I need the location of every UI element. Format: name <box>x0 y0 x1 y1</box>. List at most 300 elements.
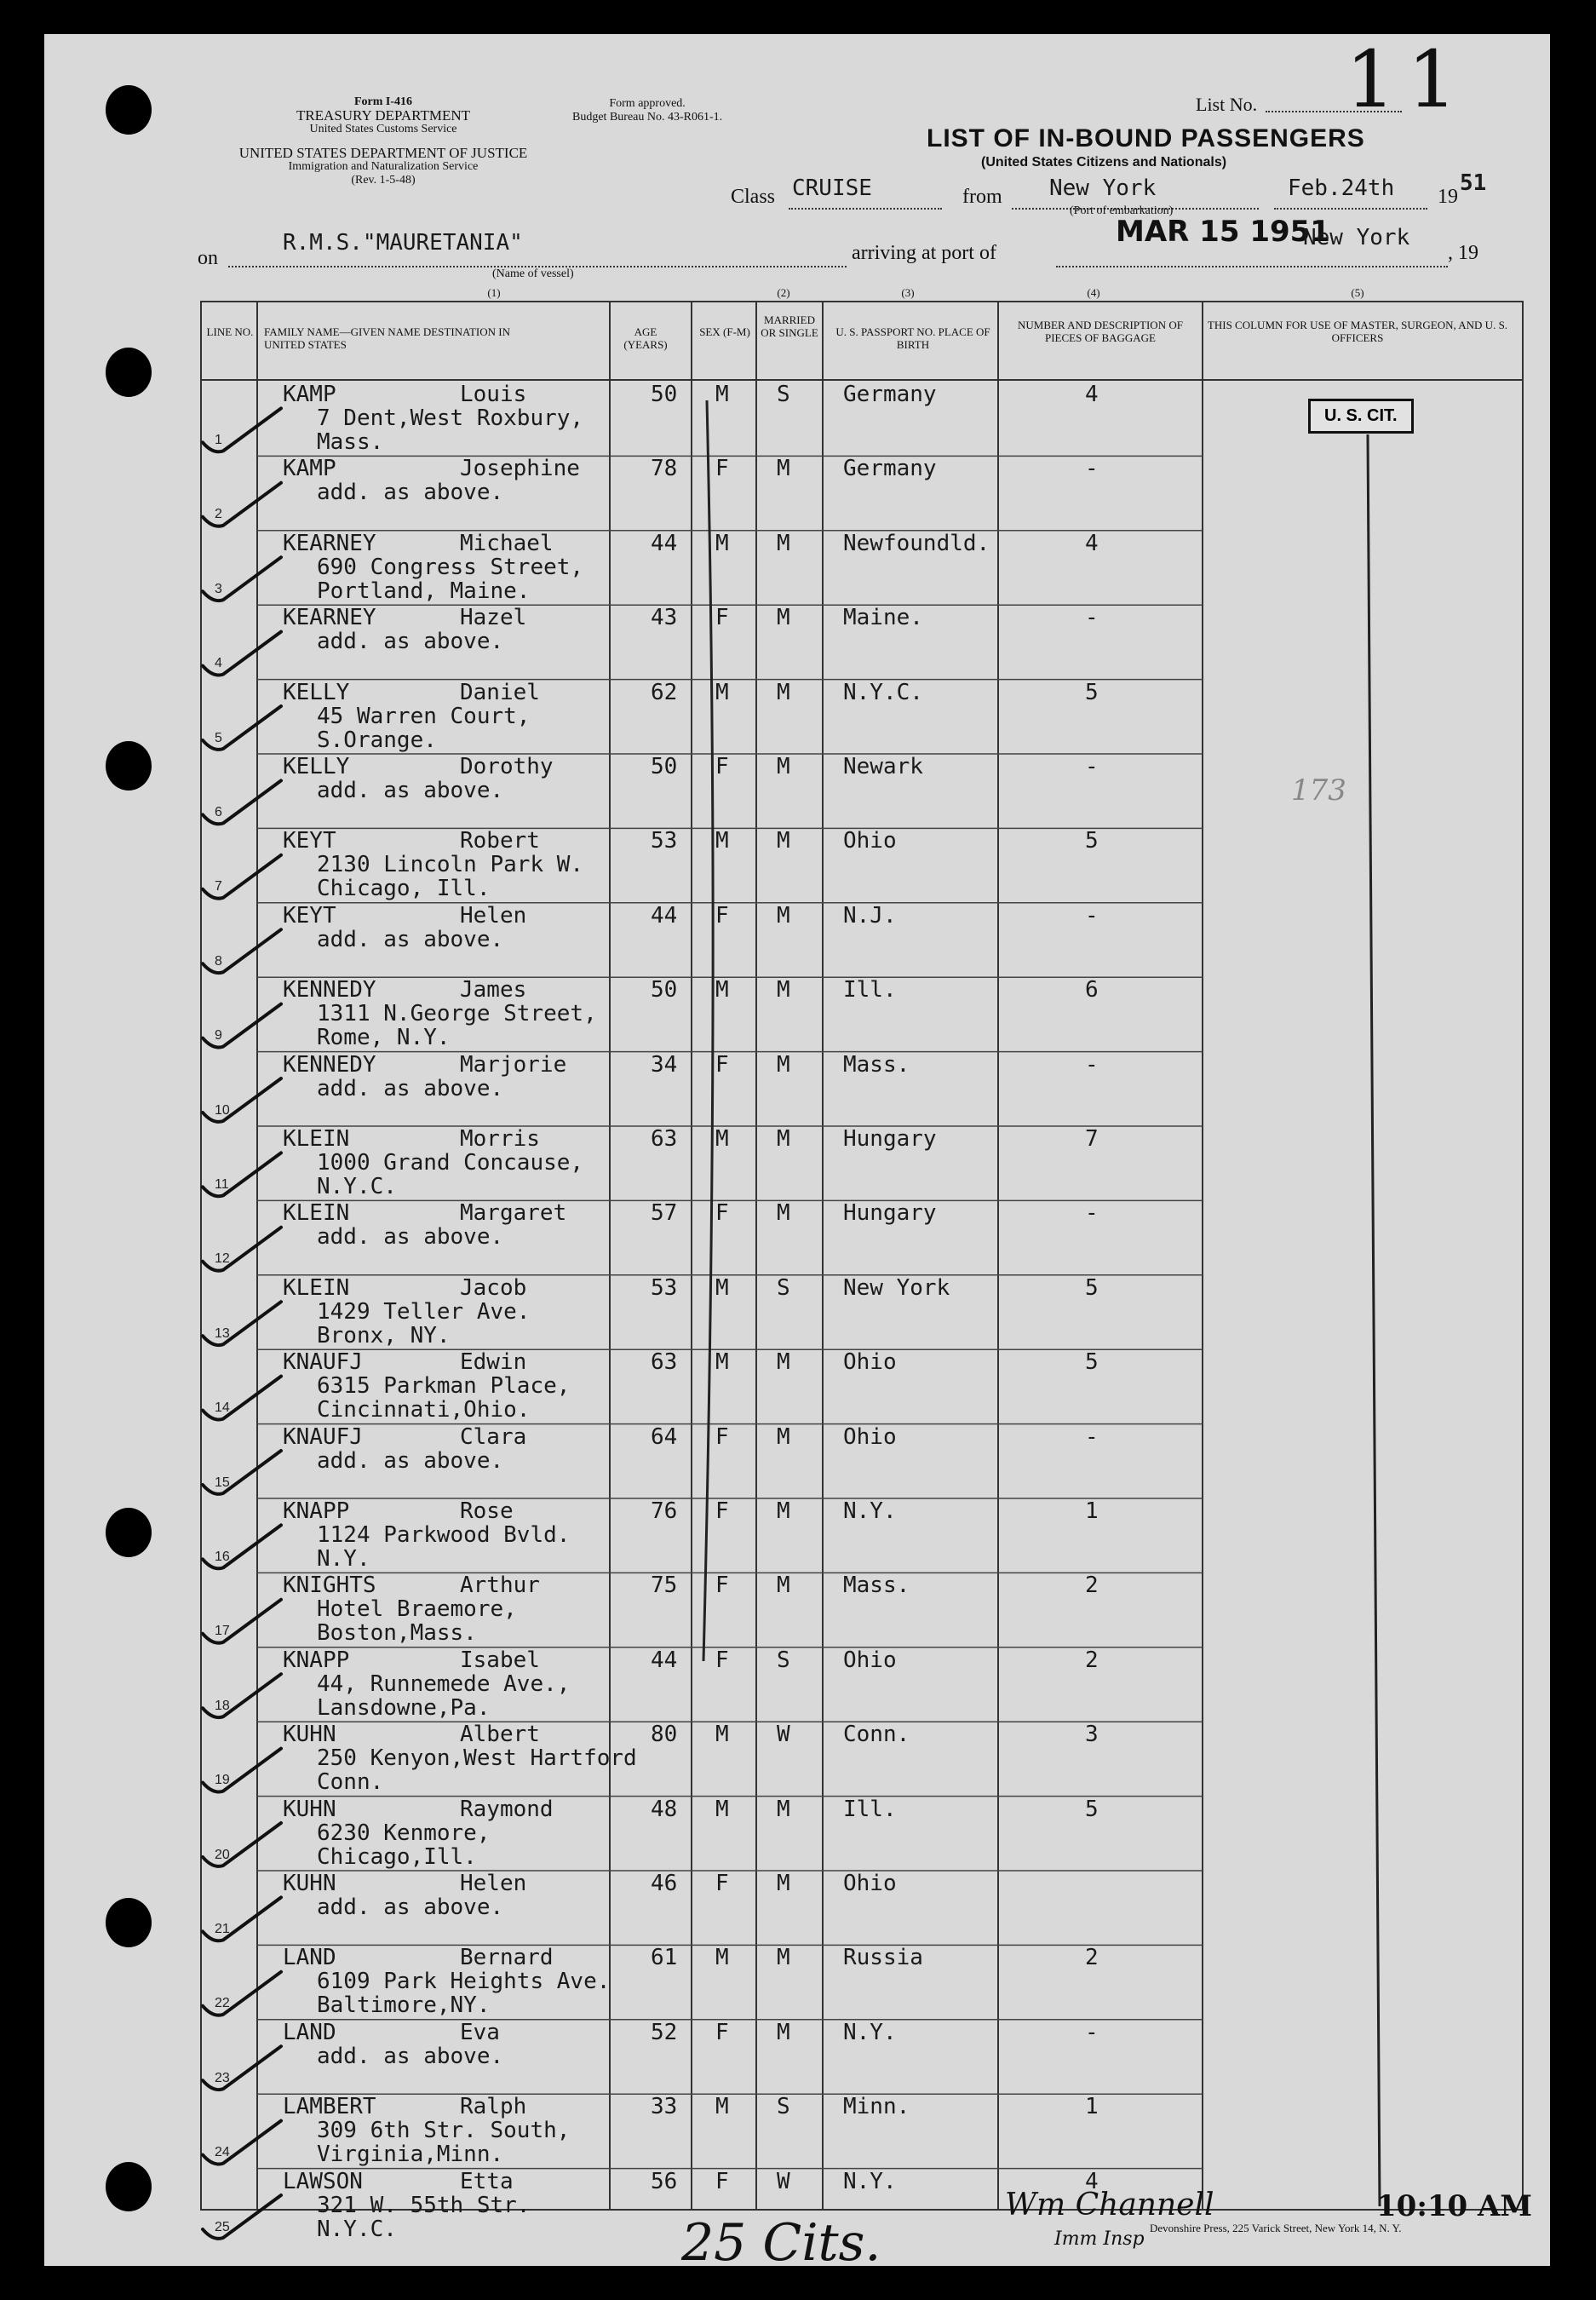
header-officers: THIS COLUMN FOR USE OF MASTER, SURGEON, AND U. S. OFFICERS <box>1207 319 1508 344</box>
address-line-2: Lansdowne,Pa. <box>317 1694 491 1721</box>
family-name: KENNEDY <box>283 977 376 1003</box>
family-name: KLEIN <box>283 1200 350 1227</box>
given-name: Louis <box>460 382 527 407</box>
line-number: 17 <box>215 1624 230 1639</box>
line-number: 24 <box>215 2145 230 2160</box>
baggage-count: 4 <box>1085 2168 1099 2194</box>
line-number: 4 <box>215 656 222 671</box>
table-row <box>0 1199 1596 1273</box>
table-row <box>0 1497 1596 1571</box>
place-of-birth: N.J. <box>843 902 897 929</box>
baggage-count: - <box>1085 605 1099 631</box>
marital-status: M <box>777 1349 790 1376</box>
table-row <box>0 1050 1596 1124</box>
place-of-birth: Russia <box>843 1945 923 1971</box>
table-row <box>0 603 1596 677</box>
family-name: KAMP <box>283 456 336 482</box>
marital-status: S <box>777 1274 790 1301</box>
sex: F <box>715 2168 729 2194</box>
sex: M <box>715 828 729 854</box>
address-line-1: Hotel Braemore, <box>317 1596 517 1623</box>
table-row <box>0 2018 1596 2092</box>
table-row <box>0 1720 1596 1794</box>
line-number: 2 <box>215 507 222 522</box>
marital-status: M <box>777 530 790 556</box>
given-name: Rose <box>460 1498 514 1524</box>
family-name: KELLY <box>283 679 350 705</box>
table-row <box>0 1274 1596 1348</box>
sex: M <box>715 679 729 705</box>
class-label: Class <box>731 186 776 208</box>
page-title: LIST OF IN-BOUND PASSENGERS <box>927 124 1365 152</box>
baggage-count: 5 <box>1085 828 1099 854</box>
list-no-value: 11 <box>1346 34 1470 125</box>
address-line-1: 2130 Lincoln Park W. <box>317 852 584 878</box>
place-of-birth: Ohio <box>843 828 897 854</box>
place-of-birth: Newfoundld. <box>843 530 990 556</box>
family-name: LAND <box>283 2019 336 2045</box>
sex: M <box>715 382 729 407</box>
baggage-count: - <box>1085 1051 1099 1078</box>
place-of-birth: Germany <box>843 382 937 407</box>
address-line-2: N.Y.C. <box>317 2216 397 2242</box>
address-line-1: add. as above. <box>317 2043 504 2069</box>
sex: F <box>715 1573 729 1599</box>
family-name: KUHN <box>283 1722 336 1748</box>
address-line-2: N.Y. <box>317 1546 370 1572</box>
address-line-2: Rome, N.Y. <box>317 1025 451 1051</box>
treasury-dept: TREASURY DEPARTMENT <box>296 107 471 124</box>
sex: F <box>715 902 729 929</box>
year-prefix: 19 <box>1438 186 1458 208</box>
sex: F <box>715 2019 729 2045</box>
annotation-173: 173 <box>1291 773 1346 808</box>
given-name: James <box>460 977 527 1003</box>
place-of-birth: N.Y.C. <box>843 679 923 705</box>
family-name: KEYT <box>283 902 336 929</box>
place-of-birth: Conn. <box>843 1722 910 1748</box>
family-name: KEYT <box>283 828 336 854</box>
table-row <box>0 2092 1596 2166</box>
family-name: KEARNEY <box>283 605 376 631</box>
baggage-count: - <box>1085 1200 1099 1227</box>
total-citizens: 25 Cits. <box>681 2213 881 2273</box>
address-line-2: Mass. <box>317 429 384 455</box>
line-number: 18 <box>215 1698 230 1713</box>
age: 44 <box>651 902 678 929</box>
header-name: FAMILY NAME—GIVEN NAME DESTINATION IN UNITED STATES <box>264 325 511 351</box>
age: 56 <box>651 2168 678 2194</box>
family-name: LAND <box>283 1945 336 1971</box>
family-name: KNAPP <box>283 1498 350 1524</box>
baggage-count: 6 <box>1085 977 1099 1003</box>
address-line-1: 1124 Parkwood Bvld. <box>317 1522 571 1548</box>
address-line-1: 1000 Grand Concause, <box>317 1150 584 1176</box>
list-no-label: List No. <box>1196 94 1258 115</box>
header-line-no: LINE NO. <box>206 325 254 338</box>
table-row <box>0 1795 1596 1869</box>
line-number: 20 <box>215 1847 230 1862</box>
address-line-2: Portland, Maine. <box>317 578 531 604</box>
address-line-1: add. as above. <box>317 629 504 655</box>
sex: F <box>715 1200 729 1227</box>
family-name: KLEIN <box>283 1126 350 1152</box>
age: 57 <box>651 1200 678 1227</box>
given-name: Michael <box>460 530 554 556</box>
address-line-1: 1311 N.George Street, <box>317 1001 597 1027</box>
baggage-count: 2 <box>1085 1647 1099 1673</box>
place-of-birth: Ill. <box>843 977 897 1003</box>
place-of-birth: Ohio <box>843 1349 897 1376</box>
table-row <box>0 901 1596 975</box>
age: 48 <box>651 1796 678 1822</box>
col-num-5: (5) <box>1351 286 1364 299</box>
place-of-birth: Mass. <box>843 1573 910 1599</box>
address-line-2: N.Y.C. <box>317 1174 397 1199</box>
address-line-1: add. as above. <box>317 1447 504 1474</box>
address-line-2: Cincinnati,Ohio. <box>317 1397 531 1423</box>
given-name: Isabel <box>460 1647 540 1673</box>
marital-status: M <box>777 2019 790 2045</box>
address-line-1: 250 Kenyon,West Hartford <box>317 1745 637 1772</box>
sex: F <box>715 754 729 779</box>
given-name: Ralph <box>460 2094 527 2120</box>
address-line-1: add. as above. <box>317 1224 504 1251</box>
baggage-count: 4 <box>1085 382 1099 407</box>
marital-status: S <box>777 2094 790 2120</box>
place-of-birth: Mass. <box>843 1051 910 1078</box>
col-num-4: (4) <box>1087 286 1100 299</box>
baggage-count: - <box>1085 902 1099 929</box>
place-of-birth: Ohio <box>843 1647 897 1673</box>
age: 63 <box>651 1349 678 1376</box>
given-name: Marjorie <box>460 1051 567 1078</box>
age: 43 <box>651 605 678 631</box>
sex: F <box>715 1498 729 1524</box>
address-line-1: 6109 Park Heights Ave. <box>317 1969 611 1995</box>
given-name: Morris <box>460 1126 540 1152</box>
marital-status: M <box>777 679 790 705</box>
family-name: KNIGHTS <box>283 1573 376 1599</box>
place-of-birth: N.Y. <box>843 1498 897 1524</box>
marital-status: M <box>777 1200 790 1227</box>
form-approved: Form approved. <box>609 97 686 110</box>
address-line-1: 321 W. 55th Str. <box>317 2192 531 2218</box>
table-row <box>0 380 1596 454</box>
marital-status: M <box>777 456 790 482</box>
given-name: Etta <box>460 2168 514 2194</box>
table-row <box>0 1124 1596 1199</box>
family-name: KUHN <box>283 1796 336 1822</box>
given-name: Eva <box>460 2019 500 2045</box>
address-line-1: 1429 Teller Ave. <box>317 1298 531 1325</box>
family-name: KUHN <box>283 1871 336 1896</box>
sex: M <box>715 1722 729 1748</box>
marital-status: W <box>777 2168 790 2194</box>
place-of-birth: Minn. <box>843 2094 910 2120</box>
age: 50 <box>651 754 678 779</box>
family-name: KNAUFJ <box>283 1423 363 1450</box>
age: 53 <box>651 828 678 854</box>
address-line-2: Conn. <box>317 1769 384 1796</box>
table-row <box>0 1348 1596 1422</box>
address-line-2: S.Orange. <box>317 727 437 753</box>
place-of-birth: Germany <box>843 456 937 482</box>
printer-credit: Devonshire Press, 225 Varick Street, New York 14, N. Y. <box>1150 2222 1402 2234</box>
place-of-birth: Newark <box>843 754 923 779</box>
header-married: MARRIED OR SINGLE <box>761 313 818 339</box>
vessel-name: R.M.S."MAURETANIA" <box>283 230 523 256</box>
line-number: 6 <box>215 805 222 819</box>
given-name: Edwin <box>460 1349 527 1376</box>
place-of-birth: Ill. <box>843 1796 897 1822</box>
family-name: LAMBERT <box>283 2094 376 2120</box>
sex: F <box>715 605 729 631</box>
table-row <box>0 975 1596 1049</box>
on-label: on <box>198 247 218 269</box>
from-label: from <box>962 186 1002 208</box>
line-number: 13 <box>215 1325 230 1341</box>
arrival-time: 10:10 AM <box>1376 2189 1533 2223</box>
address-line-2: Virginia,Minn. <box>317 2142 504 2168</box>
sex: F <box>715 456 729 482</box>
age: 63 <box>651 1126 678 1152</box>
place-of-birth: Ohio <box>843 1871 897 1896</box>
age: 52 <box>651 2019 678 2045</box>
sex: M <box>715 1349 729 1376</box>
address-line-1: add. as above. <box>317 778 504 803</box>
place-of-birth: Maine. <box>843 605 923 631</box>
line-number: 21 <box>215 1922 230 1936</box>
line-number: 15 <box>215 1475 230 1490</box>
address-line-1: 6230 Kenmore, <box>317 1820 491 1846</box>
departure-date: Feb.24th <box>1288 175 1395 201</box>
address-line-2: Chicago,Ill. <box>317 1843 477 1870</box>
place-of-birth: N.Y. <box>843 2019 897 2045</box>
header-passport: U. S. PASSPORT NO. PLACE OF BIRTH <box>835 325 990 351</box>
year2-label: , 19 <box>1448 242 1478 264</box>
marital-status: M <box>777 977 790 1003</box>
arriving-label: arriving at port of <box>852 242 996 264</box>
sex: M <box>715 1945 729 1971</box>
given-name: Dorothy <box>460 754 554 779</box>
marital-status: M <box>777 1423 790 1450</box>
header-age: AGE (YEARS) <box>623 325 668 351</box>
family-name: KAMP <box>283 382 336 407</box>
baggage-count: - <box>1085 754 1099 779</box>
marital-status: M <box>777 1945 790 1971</box>
given-name: Bernard <box>460 1945 554 1971</box>
from-value: New York <box>1049 175 1157 201</box>
table-row <box>0 752 1596 826</box>
line-number: 9 <box>215 1028 222 1044</box>
place-of-birth: New York <box>843 1274 950 1301</box>
marital-status: M <box>777 754 790 779</box>
sex: M <box>715 977 729 1003</box>
family-name: KEARNEY <box>283 530 376 556</box>
us-citizen-stamp: U. S. CIT. <box>1308 399 1414 434</box>
age: 53 <box>651 1274 678 1301</box>
age: 61 <box>651 1945 678 1971</box>
marital-status: M <box>777 828 790 854</box>
table-row <box>0 826 1596 900</box>
family-name: LAWSON <box>283 2168 363 2194</box>
col-num-1: (1) <box>487 286 501 299</box>
year-value: 51 <box>1460 170 1487 196</box>
given-name: Robert <box>460 828 540 854</box>
given-name: Raymond <box>460 1796 554 1822</box>
marital-status: M <box>777 902 790 929</box>
age: 78 <box>651 456 678 482</box>
place-of-birth: N.Y. <box>843 2168 897 2194</box>
given-name: Margaret <box>460 1200 567 1227</box>
age: 76 <box>651 1498 678 1524</box>
table-row <box>0 1423 1596 1497</box>
line-number: 11 <box>215 1177 229 1192</box>
table-row <box>0 454 1596 528</box>
baggage-count: 3 <box>1085 1722 1099 1748</box>
age: 50 <box>651 382 678 407</box>
address-line-1: 45 Warren Court, <box>317 703 531 729</box>
sex: M <box>715 2094 729 2120</box>
marital-status: M <box>777 605 790 631</box>
family-name: KNAPP <box>283 1647 350 1673</box>
marital-status: W <box>777 1722 790 1748</box>
table-row <box>0 1646 1596 1720</box>
place-of-birth: Hungary <box>843 1126 937 1152</box>
col-num-3: (3) <box>901 286 915 299</box>
customs-service: United States Customs Service <box>309 123 457 135</box>
given-name: Hazel <box>460 605 527 631</box>
baggage-count: - <box>1085 456 1099 482</box>
address-line-2: Baltimore,NY. <box>317 1992 491 2019</box>
budget-bureau: Budget Bureau No. 43-R061-1. <box>572 111 723 124</box>
line-number: 5 <box>215 730 222 745</box>
sex: M <box>715 1274 729 1301</box>
baggage-count: 5 <box>1085 1796 1099 1822</box>
age: 44 <box>651 1647 678 1673</box>
address-line-1: add. as above. <box>317 1895 504 1920</box>
age: 33 <box>651 2094 678 2120</box>
arrival-port: New York <box>1303 225 1410 250</box>
arrival-date-stamp: MAR 15 1951 <box>1116 215 1330 249</box>
class-value: CRUISE <box>792 175 872 201</box>
address-line-2: Boston,Mass. <box>317 1620 477 1647</box>
line-number: 23 <box>215 2070 230 2085</box>
age: 80 <box>651 1722 678 1748</box>
given-name: Helen <box>460 1871 527 1896</box>
family-name: KELLY <box>283 754 350 779</box>
line-number: 12 <box>215 1251 230 1267</box>
marital-status: M <box>777 1498 790 1524</box>
col-num-2: (2) <box>777 286 790 299</box>
line-number: 8 <box>215 953 222 969</box>
address-line-1: 690 Congress Street, <box>317 554 584 580</box>
age: 75 <box>651 1573 678 1599</box>
given-name: Albert <box>460 1722 540 1748</box>
given-name: Josephine <box>460 456 580 482</box>
baggage-count: 1 <box>1085 2094 1099 2120</box>
given-name: Jacob <box>460 1274 527 1301</box>
family-name: KENNEDY <box>283 1051 376 1078</box>
line-number: 16 <box>215 1550 230 1564</box>
marital-status: M <box>777 1573 790 1599</box>
address-line-2: Bronx, NY. <box>317 1322 451 1348</box>
header-sex: SEX (F-M) <box>699 325 750 338</box>
age: 44 <box>651 530 678 556</box>
revision: (Rev. 1-5-48) <box>351 174 416 187</box>
baggage-count: - <box>1085 2019 1099 2045</box>
given-name: Arthur <box>460 1573 540 1599</box>
line-number: 1 <box>215 433 222 447</box>
marital-status: S <box>777 1647 790 1673</box>
sex: M <box>715 530 729 556</box>
baggage-count: 2 <box>1085 1573 1099 1599</box>
family-name: KLEIN <box>283 1274 350 1301</box>
address-line-1: add. as above. <box>317 926 504 952</box>
address-line-2: Chicago, Ill. <box>317 876 491 902</box>
inspector-title: Imm Insp <box>1054 2228 1145 2250</box>
table-row <box>0 1571 1596 1645</box>
marital-status: M <box>777 1051 790 1078</box>
baggage-count: 4 <box>1085 530 1099 556</box>
age: 46 <box>651 1871 678 1896</box>
line-number: 10 <box>215 1102 230 1118</box>
address-line-1: 44, Runnemede Ave., <box>317 1670 571 1697</box>
sex: F <box>715 1647 729 1673</box>
age: 50 <box>651 977 678 1003</box>
baggage-count: 5 <box>1085 1274 1099 1301</box>
table-row <box>0 678 1596 752</box>
age: 64 <box>651 1423 678 1450</box>
vessel-label: (Name of vessel) <box>492 267 574 280</box>
line-number: 14 <box>215 1400 230 1416</box>
line-number: 19 <box>215 1773 230 1788</box>
line-number: 22 <box>215 1996 230 2011</box>
sex: F <box>715 1871 729 1896</box>
form-number: Form I-416 <box>353 95 413 108</box>
place-of-birth: Ohio <box>843 1423 897 1450</box>
given-name: Clara <box>460 1423 527 1450</box>
address-line-1: 6315 Parkman Place, <box>317 1373 571 1400</box>
table-row <box>0 1943 1596 2017</box>
inspector-signature: Wm Channell <box>1005 2188 1214 2222</box>
page-subtitle: (United States Citizens and Nationals) <box>981 155 1227 170</box>
sex: F <box>715 1423 729 1450</box>
marital-status: M <box>777 1796 790 1822</box>
address-line-1: 7 Dent,West Roxbury, <box>317 405 584 431</box>
table-row <box>0 1869 1596 1943</box>
place-of-birth: Hungary <box>843 1200 937 1227</box>
line-number: 3 <box>215 581 222 596</box>
marital-status: M <box>777 1126 790 1152</box>
age: 62 <box>651 679 678 705</box>
age: 34 <box>651 1051 678 1078</box>
ins-service: Immigration and Naturalization Service <box>288 160 479 173</box>
baggage-count: 5 <box>1085 679 1099 705</box>
justice-dept: UNITED STATES DEPARTMENT OF JUSTICE <box>238 145 528 161</box>
sex: M <box>715 1126 729 1152</box>
address-line-1: add. as above. <box>317 480 504 506</box>
marital-status: M <box>777 1871 790 1896</box>
baggage-count: 5 <box>1085 1349 1099 1376</box>
given-name: Helen <box>460 902 527 929</box>
baggage-count: 7 <box>1085 1126 1099 1152</box>
table-row <box>0 529 1596 603</box>
port-embark-label: (Port of embarkation) <box>1070 204 1174 217</box>
given-name: Daniel <box>460 679 540 705</box>
header-baggage: NUMBER AND DESCRIPTION OF PIECES OF BAGGAGE <box>1018 319 1183 344</box>
